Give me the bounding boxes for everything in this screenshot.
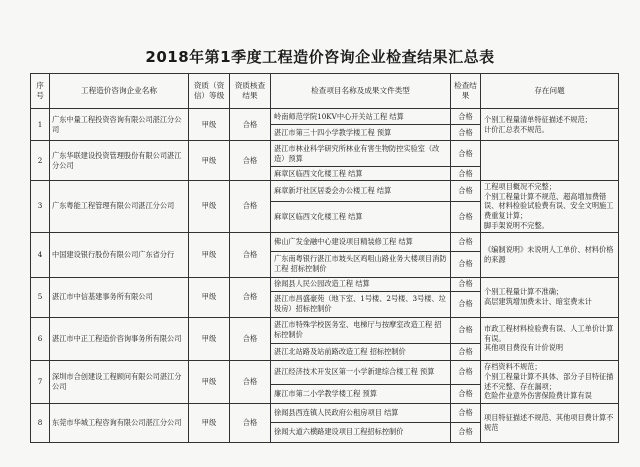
row-number: 1	[31, 109, 50, 141]
inspection-item: 徐闻大道六横路建设项目工程招标控制价	[271, 422, 451, 442]
header-issues: 存在问题	[481, 74, 619, 109]
issue-line: 计价汇总表不规范。	[484, 124, 549, 134]
company-name: 深圳市合创建设工程顾问有限公司湛江分公司	[50, 360, 189, 403]
inspection-result: 合格	[451, 202, 481, 233]
inspection-result: 合格	[451, 422, 481, 442]
header-no: 序号	[31, 74, 50, 109]
issues-text	[481, 277, 619, 317]
issue-line: 个别工程量清单特征描述不规范；	[484, 114, 592, 124]
header-company: 工程造价咨询企业名称	[50, 74, 189, 109]
table-row	[31, 181, 619, 202]
issue-line: 其他项目费没有计价说明	[484, 343, 564, 353]
table-row	[31, 232, 619, 251]
inspection-item: 湛江经济技术开发区第一小学新建综合楼工程 预算	[271, 360, 451, 384]
issues-text	[481, 403, 619, 442]
inspection-result: 合格	[451, 291, 481, 317]
qualification-level: 甲级	[189, 403, 230, 442]
inspection-result: 合格	[451, 167, 481, 181]
inspection-item: 麻章区临西文化楼工程 结算	[271, 202, 451, 233]
row-number: 3	[31, 181, 50, 233]
qualification-level: 甲级	[189, 141, 230, 181]
qualification-level: 甲级	[189, 317, 230, 360]
inspection-result: 合格	[451, 403, 481, 422]
inspection-result: 合格	[451, 343, 481, 360]
inspection-item: 湛江北站路及站前路改造工程 招标控制价	[271, 343, 451, 360]
results-table	[30, 73, 619, 443]
inspection-result: 合格	[451, 277, 481, 291]
inspection-result: 合格	[451, 141, 481, 167]
table-row	[31, 109, 619, 125]
inspection-item: 湛江市昌盛豪苑（地下室、1号楼、2号楼、3号楼、垃圾房）招标控制价	[271, 291, 451, 317]
inspection-item: 佛山广发金融中心建设项目精装修工程 结算	[271, 232, 451, 251]
issue-line: 《编制说明》未说明人工单价、材料价格的来源	[484, 244, 614, 264]
company-name: 湛江市中正工程造价咨询事务所有限公司	[50, 317, 189, 360]
inspection-item: 徐闻县人民公园改造工程 结算	[271, 277, 451, 291]
table-row	[31, 277, 619, 291]
inspection-item: 岭南师范学院10KV中心开关站工程 结算	[271, 109, 451, 125]
issue-line: 个别工程量计算不准确；	[484, 287, 564, 297]
row-number: 4	[31, 232, 50, 277]
issues-text	[481, 317, 619, 360]
inspection-item: 麻章新圩社区居委会办公楼工程 结算	[271, 181, 451, 202]
header-qual-level: 资质（资信）等级	[189, 74, 230, 109]
qualification-level: 甲级	[189, 232, 230, 277]
qualification-check: 合格	[230, 317, 271, 360]
row-number: 7	[31, 360, 50, 403]
table-row	[31, 403, 619, 422]
table-row	[31, 141, 619, 167]
row-number: 6	[31, 317, 50, 360]
qualification-level: 甲级	[189, 109, 230, 141]
issue-line: 个别工程量计算不具体、部分子目特征描述不完整、存在漏项；	[484, 371, 614, 391]
inspection-item: 麻章区临西文化楼工程 结算	[271, 167, 451, 181]
issue-line: 市政工程材料检验费有误、人工单价计算有误。	[484, 324, 614, 343]
company-name: 东莞市华城工程咨询有限公司湛江分公司	[50, 403, 189, 442]
inspection-result: 合格	[451, 251, 481, 277]
header-result: 检查结果	[451, 74, 481, 109]
issue-line: 高层建筑增加费未计、暗室费未计	[484, 297, 592, 307]
company-name: 湛江市中信基建事务所有限公司	[50, 277, 189, 317]
inspection-result: 合格	[451, 317, 481, 343]
inspection-item: 湛江市林业科学研究所林业有害生物防控实验室（改造）预算	[271, 141, 451, 167]
company-name: 广东华联建设投资管理股份有限公司湛江分公司	[50, 141, 189, 181]
inspection-item: 徐闻县西连镇人民政府公租房项目 结算	[271, 403, 451, 422]
inspection-item: 湛江市特殊学校医务室、电梯厅与按摩室改造工程 招标控制价	[271, 317, 451, 343]
table-header-row	[31, 74, 619, 109]
inspection-result: 合格	[451, 125, 481, 141]
company-name: 广东粤能工程管理有限公司湛江分公司	[50, 181, 189, 233]
inspection-result: 合格	[451, 360, 481, 384]
issue-line: 工程项目概况不完整；	[484, 182, 556, 191]
inspection-result: 合格	[451, 384, 481, 403]
inspection-result: 合格	[451, 109, 481, 125]
inspection-item: 廉江市第二小学教学楼工程 预算	[271, 384, 451, 403]
issues-text	[481, 109, 619, 141]
table-row	[31, 317, 619, 343]
issues-text	[481, 232, 619, 277]
qualification-check: 合格	[230, 181, 271, 233]
issues-text	[481, 141, 619, 181]
header-items: 检查项目名称及成果文件类型	[271, 74, 451, 109]
issue-line: 危险作业意外伤害保险费计算有误	[484, 391, 592, 401]
inspection-result: 合格	[451, 232, 481, 251]
page-title: 2018年第1季度工程造价咨询企业检查结果汇总表	[145, 48, 495, 66]
qualification-check: 合格	[230, 277, 271, 317]
qualification-level: 甲级	[189, 181, 230, 233]
company-name: 中国建设银行股份有限公司广东省分行	[50, 232, 189, 277]
issue-line: 项目特征描述不规范、其他项目费计算不规范	[484, 412, 614, 432]
issue-line: 脚手架说明不完整。	[484, 220, 549, 230]
inspection-item: 湛江市第三十四小学教学楼工程 预算	[271, 125, 451, 141]
inspection-item: 广东南粤银行湛江市坡头区鸡咀山路业务大楼项目消防工程 招标控制价	[271, 251, 451, 277]
row-number: 8	[31, 403, 50, 442]
qualification-check: 合格	[230, 141, 271, 181]
table-row	[31, 360, 619, 384]
qualification-level: 甲级	[189, 277, 230, 317]
issues-text	[481, 360, 619, 403]
issue-line: 个别工程量计算不规范、超高增加费错误、材料检验试验费有误、安全文明施工费重复计算；	[484, 191, 614, 221]
row-number: 5	[31, 277, 50, 317]
qualification-check: 合格	[230, 403, 271, 442]
company-name: 广东中量工程投资咨询有限公司湛江分公司	[50, 109, 189, 141]
issues-text	[481, 181, 619, 233]
qualification-check: 合格	[230, 109, 271, 141]
inspection-result: 合格	[451, 181, 481, 202]
header-qual-check: 资质核查结果	[230, 74, 271, 109]
qualification-level: 甲级	[189, 360, 230, 403]
qualification-check: 合格	[230, 232, 271, 277]
qualification-check: 合格	[230, 360, 271, 403]
row-number: 2	[31, 141, 50, 181]
issue-line: 存档资料不规范；	[484, 362, 542, 372]
